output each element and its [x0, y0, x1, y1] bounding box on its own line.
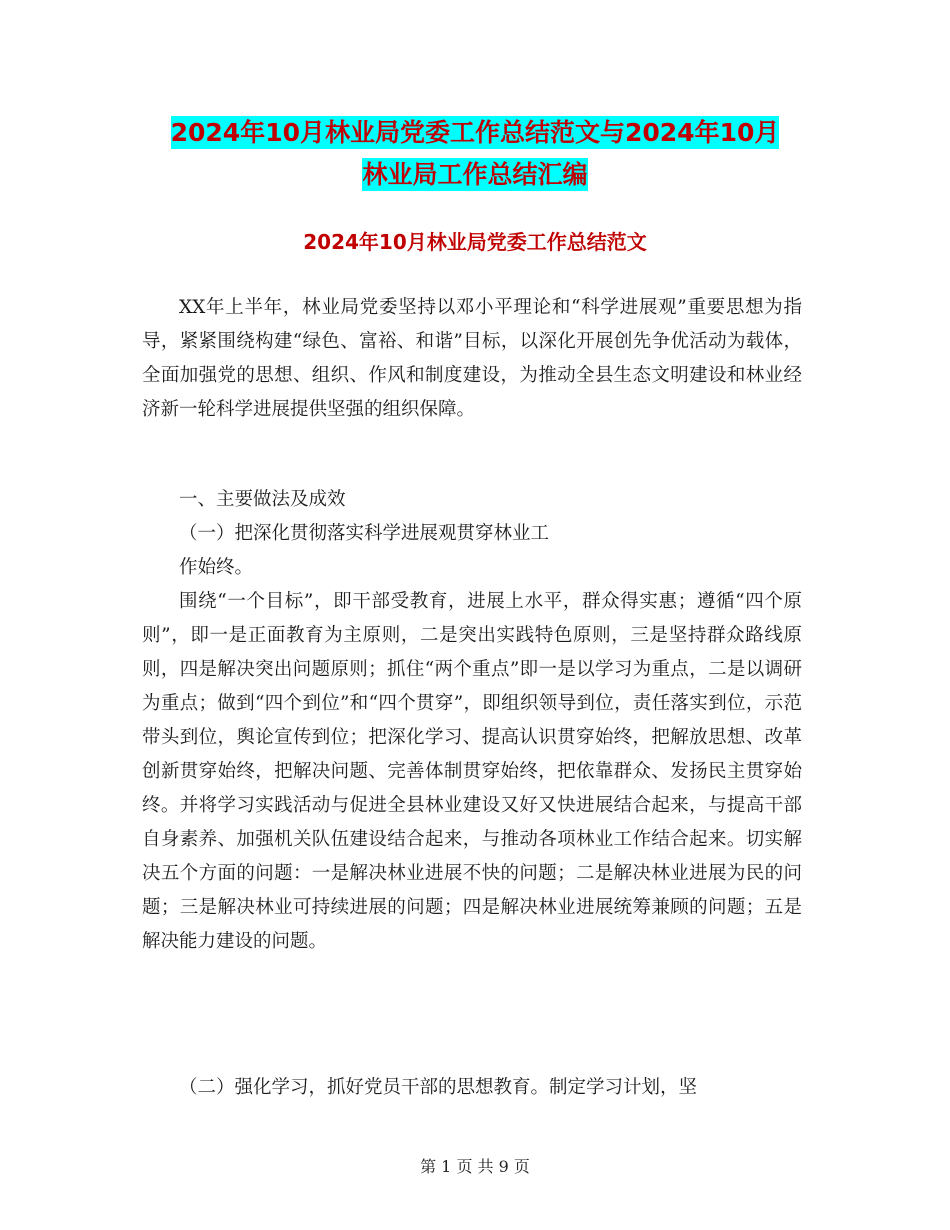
subheading-two: （二）强化学习，抓好党员干部的思想教育。制定学习计划，坚 — [179, 1077, 698, 1098]
heading-main-practices: 一、主要做法及成效 — [179, 489, 346, 510]
page-footer: 第 1 页 共 9 页 — [420, 1157, 530, 1176]
document-title-line2: 林业局工作总结汇编 — [362, 160, 588, 189]
document-title-line1: 2024年10月林业局党委工作总结范文与2024年10月 — [170, 118, 780, 147]
subheading-one-continued: 作始终。 — [179, 557, 254, 578]
section-title: 2024年10月林业局党委工作总结范文 — [303, 230, 647, 254]
subheading-one: （一）把深化贯彻落实科学进展观贯穿林业工 — [179, 523, 550, 544]
paragraph-intro: XX年上半年，林业局党委坚持以邓小平理论和“科学进展观”重要思想为指导，紧紧围绕构建“绿色、富裕、和谐”目标，以深化开展创先争优活动为载体，全面加强党的思想、组织、作风和制度建设，为推动全县生态文明建设和林业经济新一轮科学进展提供坚强的组织保障。 — [142, 297, 802, 420]
paragraph-body: 围绕“一个目标”，即干部受教育，进展上水平，群众得实惠；遵循“四个原则”，即一是正面教育为主原则，二是突出实践特色原则，三是坚持群众路线原则，四是解决突出问题原则；抓住“两个重点”即一是以学习为重点，二是以调研为重点；做到“四个到位”和“四个贯穿”，即组织领导到位，责任落实到位，示范带头到位，舆论宣传到位；把深化学习、提高认识贯穿始终，把解放思想、改革创新贯穿始终，把解决问题、完善体制贯穿始终，把依靠群众、发扬民主贯穿始终。并将学习实践活动与促进全县林业建设又好又快进展结合起来，与提高干部自身素养、加强机关队伍建设结合起来，与推动各项林业工作结合起来。切实解决五个方面的问题：一是解决林业进展不快的问题；二是解决林业进展为民的问题；三是解决林业可持续进展的问题；四是解决林业进展统筹兼顾的问题；五是解决能力建设的问题。 — [142, 591, 802, 952]
